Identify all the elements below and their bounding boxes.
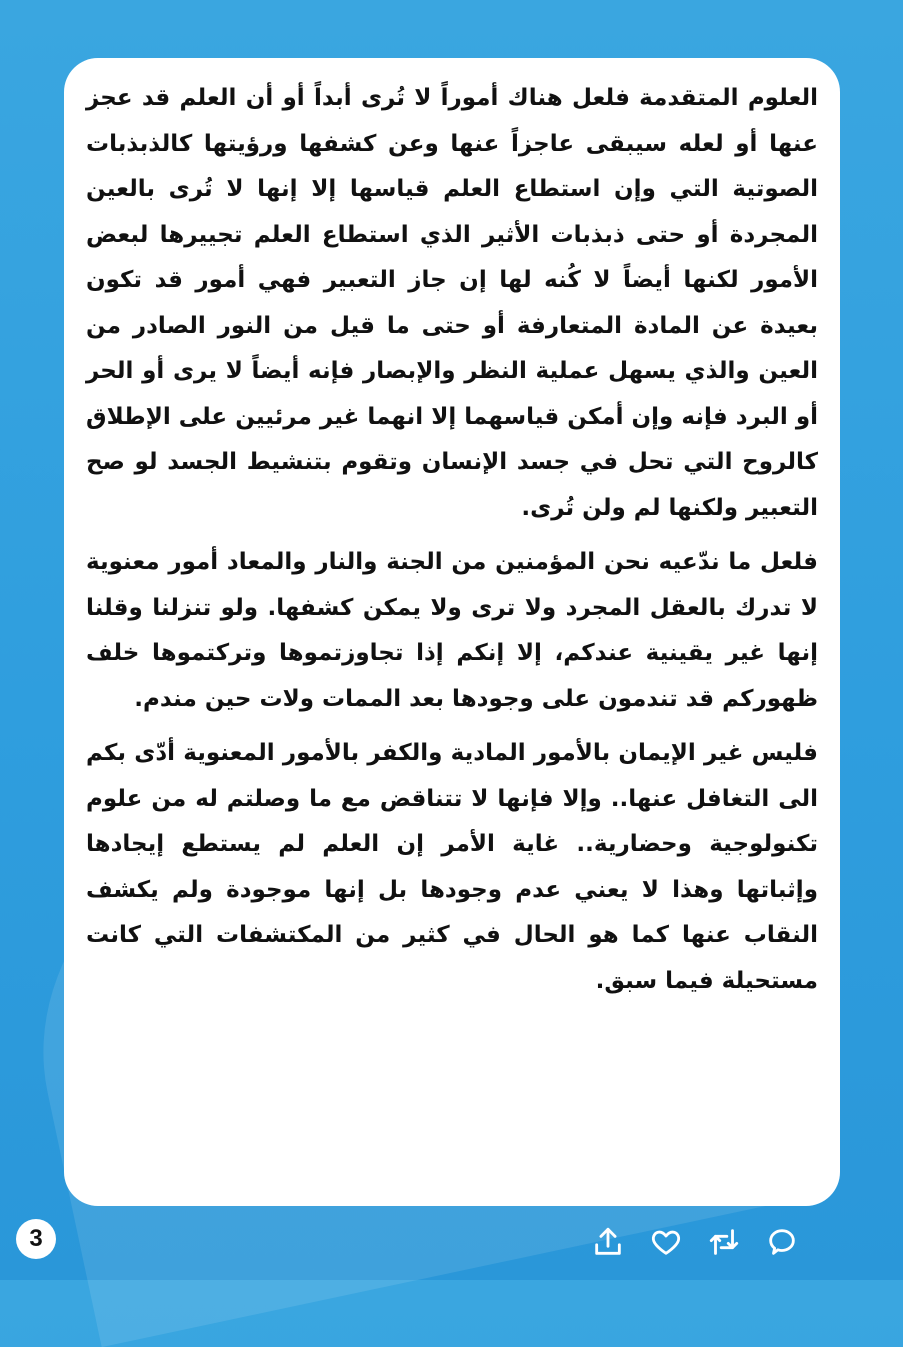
text-card (64, 58, 840, 1206)
action-bar (590, 1220, 800, 1264)
paragraph-1: العلوم المتقدمة فلعل هناك أموراً لا تُرى أبداً أو أن العلم قد عجز عنها أو لعله سيبقى عاجزاً عنها وعن كشفها ورؤيتها كالذبذبات الصوتية التي وإن استطاع العلم قياسها إلا إنها لا تُرى بالعين المجردة أو حتى ذبذبات الأثير الذي استطاع العلم تجييرها لبعض الأمور لكنها أيضاً لا كُنه لها إن جاز التعبير فهي أمور قد تكون بعيدة عن المادة المتعارفة أو حتى ما قيل من النور الصادر من العين والذي يسهل عملية النظر والإبصار فإنه أيضاً لا يرى أو الحر أو البرد فإنه وإن أمكن قياسهما إلا انهما غير مرئيين على الإطلاق كالروح التي تحل في جسد الإنسان وتقوم بتنشيط الجسد لو صح التعبير ولكنها لم ولن تُرى. (86, 85, 818, 521)
retweet-icon[interactable] (706, 1224, 742, 1260)
share-icon[interactable] (590, 1224, 626, 1260)
heart-icon[interactable] (648, 1224, 684, 1260)
reply-icon[interactable] (764, 1224, 800, 1260)
paragraph-3: فليس غير الإيمان بالأمور المادية والكفر بالأمور المعنوية أدّى بكم الى التغافل عنها.. وإلا فإنها لا تتناقض مع ما وصلتم له من علوم تكنولوجية وحضارية.. غاية الأمر إن العلم لم يستطع إيجادها وإثباتها وهذا لا يعني عدم وجودها بل إنها موجودة ولم يكشف النقاب عنها كما هو الحال في كثير من المكتشفات التي كانت مستحيلة فيما سبق. (86, 740, 818, 994)
page-number-badge: 3 (16, 1219, 56, 1259)
paragraph-2: فلعل ما ندّعيه نحن المؤمنين من الجنة والنار والمعاد أمور معنوية لا تدرك بالعقل المجرد ولا ترى ولا يمكن كشفها. ولو تنزلنا وقلنا إنها غير يقينية عندكم، إلا إنكم إذا تجاوزتموها وتركتموها خلف ظهوركم قد تندمون على وجودها بعد الممات ولات حين مندم. (86, 549, 818, 712)
